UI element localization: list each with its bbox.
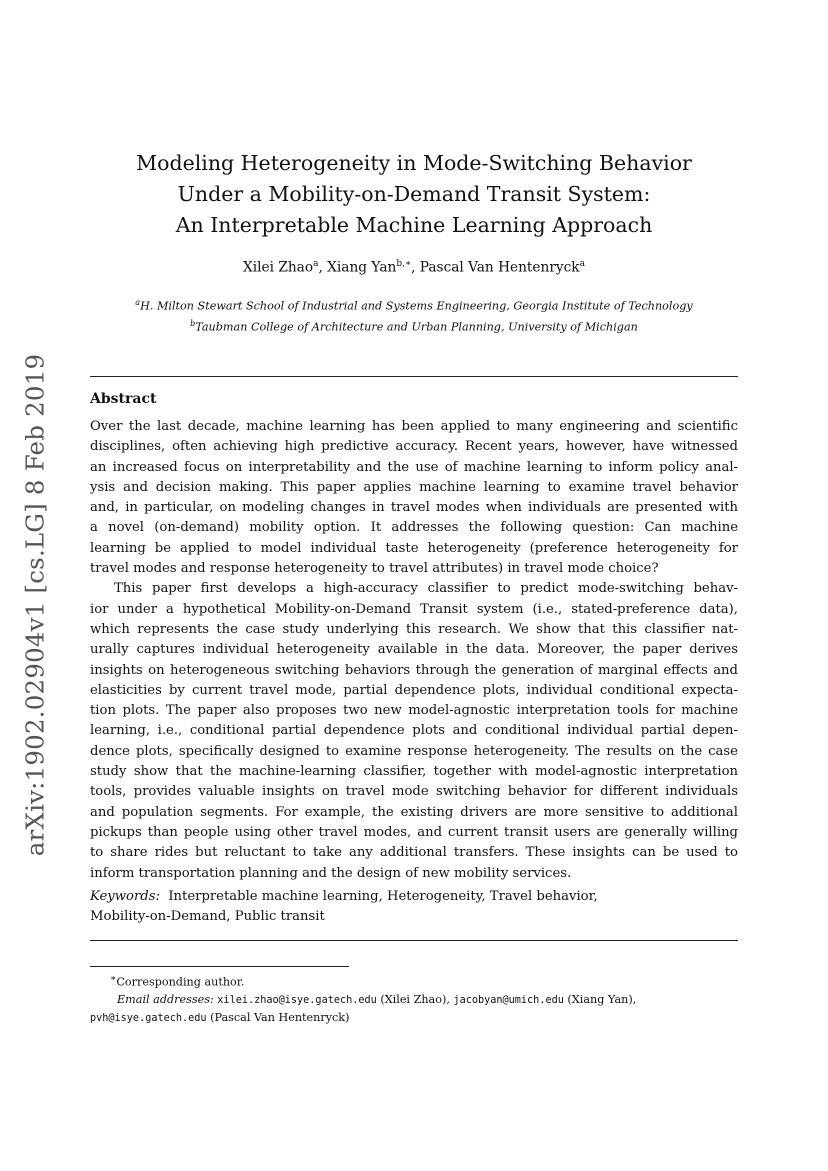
- abstract-line: urally captures individual heterogeneity available in the data. Moreover, the paper derives: [90, 642, 738, 658]
- keywords-line: [90, 887, 738, 907]
- affiliation-text: Taubman College of Architecture and Urban Planning, University of Michigan: [195, 320, 638, 334]
- email-addresses-line: Email addresses: xilei.zhao@isye.gatech.edu (Xilei Zhao), jacobyan@umich.edu (Xiang Yan),: [117, 992, 637, 1006]
- title-line: Under a Mobility-on-Demand Transit System:: [177, 182, 651, 206]
- author-affiliation-mark: b,∗: [396, 259, 412, 269]
- keywords-line: Mobility-on-Demand, Public transit: [90, 909, 325, 925]
- abstract-line: insights on heterogeneous switching behaviors through the generation of marginal effects and: [90, 662, 738, 678]
- author-separator: ,: [318, 259, 328, 276]
- abstract-line: and population segments. For example, the existing drivers are more sensitive to additional: [90, 804, 738, 820]
- email-address[interactable]: xilei.zhao@isye.gatech.edu: [217, 994, 377, 1006]
- affiliation-line: [90, 294, 738, 315]
- keywords-block: [90, 887, 738, 928]
- abstract-line: dence plots, specifically designed to examine response heterogeneity. The results on the case: [90, 743, 738, 759]
- title-line: Modeling Heterogeneity in Mode-Switching Behavior: [136, 151, 692, 175]
- affiliation-line: [90, 315, 738, 336]
- abstract-line: disciplines, often achieving high predictive accuracy. Recent years, however, have witnessed: [90, 439, 738, 455]
- affiliation-text: H. Milton Stewart School of Industrial and Systems Engineering, Georgia Institute of Technology: [140, 299, 693, 313]
- abstract-line: tion plots. The paper also proposes two new model-agnostic interpretation tools for machine: [90, 703, 738, 719]
- affiliation-mark: a: [135, 298, 141, 307]
- email-owner: (Pascal Van Hentenryck): [210, 1010, 350, 1024]
- abstract-line: to share rides but reluctant to take any additional transfers. These insights can be used to: [90, 845, 738, 861]
- author-name: Pascal Van Hentenryck: [419, 259, 580, 276]
- abstract-line: elasticities by current travel mode, partial dependence plots, individual conditional expecta-: [90, 682, 738, 698]
- footnote-rule: [90, 966, 349, 967]
- email-addresses-line: [90, 1009, 738, 1027]
- affiliation-mark: b: [190, 318, 196, 328]
- abstract-line: and, in particular, on modeling changes in travel modes when individuals are presented with: [90, 500, 738, 516]
- abstract-line: Over the last decade, machine learning has been applied to many engineering and scientific: [90, 419, 738, 434]
- corresponding-text: Corresponding author.: [116, 975, 245, 989]
- abstract-line: learning be applied to model individual taste heterogeneity (preference heterogeneity for: [90, 540, 738, 556]
- keywords-text: Interpretable machine learning, Heterogeneity, Travel behavior,: [168, 889, 598, 904]
- abstract-top-rule: [90, 376, 738, 377]
- author-name: Xiang Yan: [327, 259, 397, 276]
- abstract-line: study show that the machine-learning classifier, together with model-agnostic interpretation: [90, 764, 738, 780]
- abstract-line: an increased focus on interpretability and the use of machine learning to inform policy anal-: [90, 459, 738, 475]
- abstract-line: ior under a hypothetical Mobility-on-Demand Transit system (i.e., stated-preference data),: [90, 601, 738, 617]
- corresponding-author-note: [90, 970, 738, 991]
- arxiv-identifier-stamp: [15, 353, 55, 857]
- abstract-heading: Abstract: [90, 391, 157, 407]
- author-affiliation-mark: a: [313, 259, 319, 269]
- abstract-line: tools, provides valuable insights on travel mode switching behavior for different individuals: [90, 784, 738, 800]
- abstract-body: [90, 417, 738, 884]
- author-separator: ,: [411, 259, 420, 276]
- author-list: [90, 259, 738, 276]
- abstract-line: travel modes and response heterogeneity to travel attributes) in travel mode choice?: [90, 561, 659, 577]
- abstract-line: learning, i.e., conditional partial dependence plots and conditional individual partial depen-: [90, 723, 738, 739]
- corresponding-mark: ∗: [110, 973, 117, 984]
- abstract-line: a novel (on-demand) mobility option. It addresses the following question: Can machine: [90, 520, 738, 536]
- email-address[interactable]: jacobyan@umich.edu: [453, 994, 564, 1006]
- abstract-line: This paper first develops a high-accuracy classifier to predict mode-switching behav-: [114, 581, 738, 597]
- affiliation-list: [90, 294, 738, 335]
- email-owner: (Xilei Zhao): [380, 992, 447, 1006]
- paper-title: [90, 148, 738, 241]
- abstract-line: ysis and decision making. This paper applies machine learning to examine travel behavior: [90, 479, 738, 495]
- keywords-label: Keywords:: [90, 889, 160, 904]
- abstract-line: which represents the case study underlying this research. We show that this classifier nat-: [90, 621, 738, 637]
- abstract-line: pickups than people using other travel modes, and current transit users are generally willing: [90, 824, 738, 840]
- abstract-bottom-rule: [90, 940, 738, 941]
- email-label: Email addresses:: [117, 992, 214, 1006]
- author-name: Xilei Zhao: [243, 259, 314, 276]
- footnotes: [90, 970, 738, 1027]
- title-line: An Interpretable Machine Learning Approach: [175, 213, 653, 237]
- author-affiliation-mark: a: [579, 259, 585, 269]
- arxiv-identifier-text: arXiv:1902.02904v1 [cs.LG] 8 Feb 2019: [20, 353, 50, 857]
- abstract-line: inform transportation planning and the design of new mobility services.: [90, 865, 572, 881]
- email-owner: (Xiang Yan): [567, 992, 633, 1006]
- email-address[interactable]: pvh@isye.gatech.edu: [90, 1012, 207, 1024]
